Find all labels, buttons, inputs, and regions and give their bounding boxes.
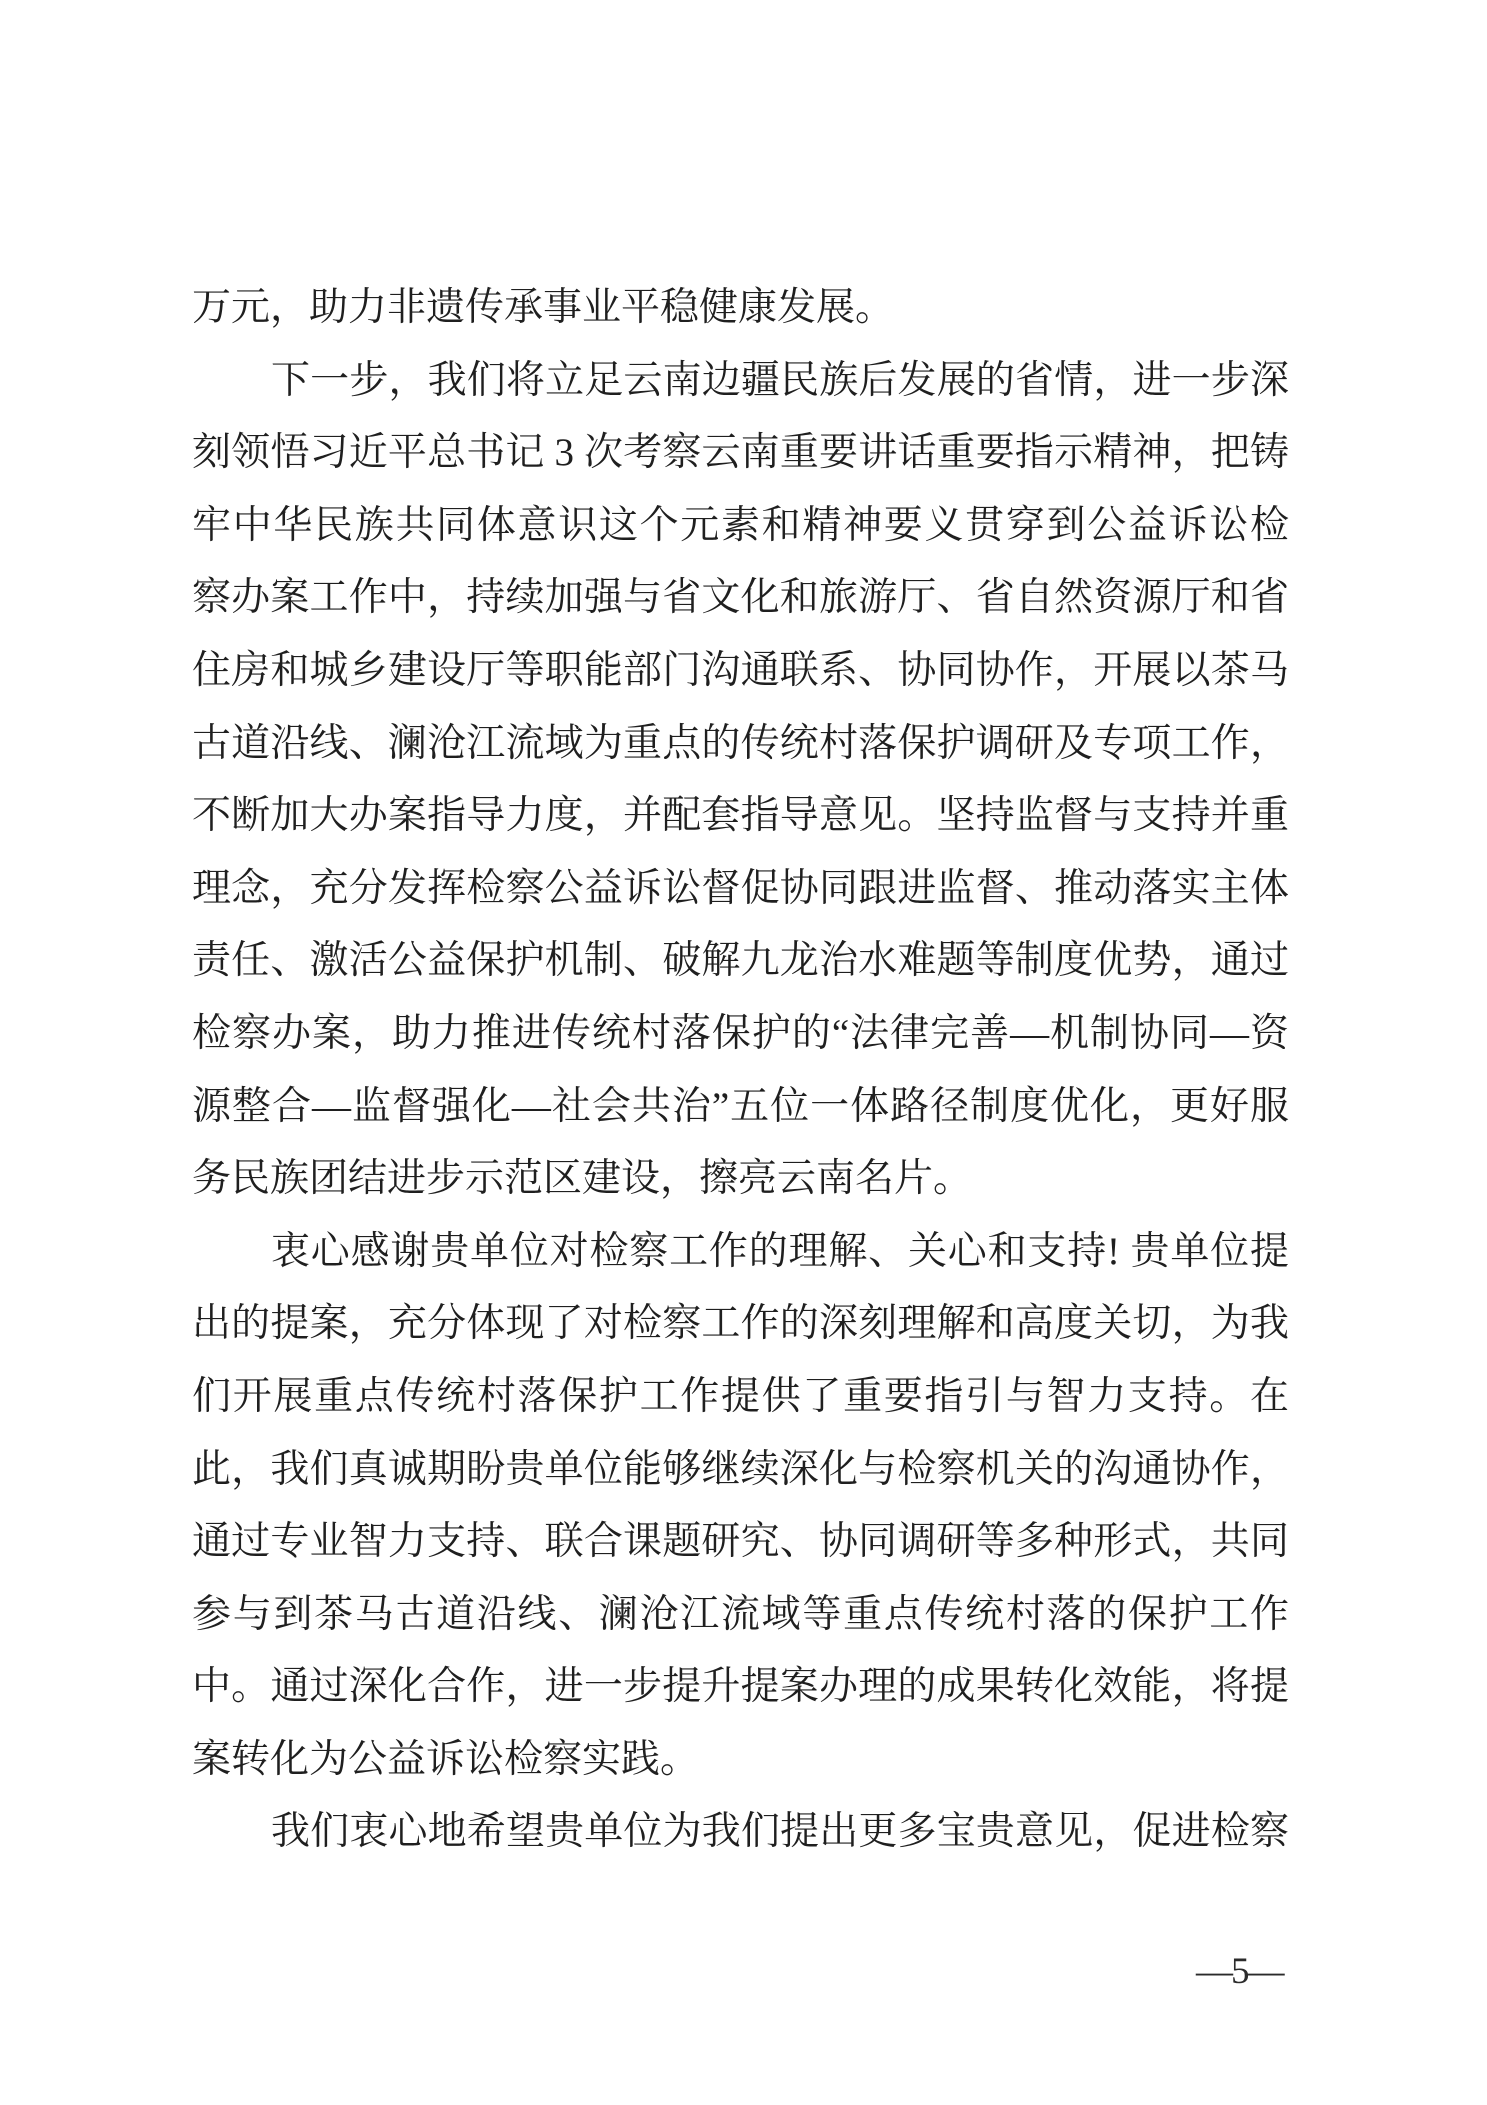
text-line: 参与到茶马古道沿线、澜沧江流域等重点传统村落的保护工作 (192, 1592, 1289, 1636)
text-line: 牢中华民族共同体意识这个元素和精神要义贯穿到公益诉讼检 (192, 503, 1289, 547)
text-line: 出的提案，充分体现了对检察工作的深刻理解和高度关切，为我 (192, 1302, 1289, 1346)
text-line: 古道沿线、澜沧江流域为重点的传统村落保护调研及专项工作， (192, 721, 1289, 765)
text-line: 住房和城乡建设厅等职能部门沟通联系、协同协作，开展以茶马 (192, 648, 1289, 692)
text-line: 中。通过深化合作，进一步提升提案办理的成果转化效能，将提 (192, 1665, 1289, 1709)
text-line: 此，我们真诚期盼贵单位能够继续深化与检察机关的沟通协作， (192, 1447, 1289, 1491)
text-line: 检察办案，助力推进传统村落保护的“法律完善—机制协同—资 (192, 1011, 1289, 1055)
text-line: 案转化为公益诉讼检察实践。 (192, 1737, 700, 1781)
text-line: 万元，助力非遗传承事业平稳健康发展。 (192, 286, 895, 329)
text-line: 源整合—监督强化—社会共治”五位一体路径制度优化，更好服 (192, 1084, 1289, 1128)
text-line: 不断加大办案指导力度，并配套指导意见。坚持监督与支持并重 (192, 794, 1289, 838)
text-line: 责任、激活公益保护机制、破解九龙治水难题等制度优势，通过 (192, 939, 1289, 983)
text-line: 察办案工作中，持续加强与省文化和旅游厅、省自然资源厅和省 (192, 576, 1289, 620)
text-line: 下一步，我们将立足云南边疆民族后发展的省情，进一步深 (271, 358, 1289, 402)
text-line: 刻领悟习近平总书记 3 次考察云南重要讲话重要指示精神，把铸 (192, 431, 1289, 475)
page-number: —5— (1196, 1951, 1283, 1992)
text-line: 理念，充分发挥检察公益诉讼督促协同跟进监督、推动落实主体 (192, 866, 1289, 910)
document-body (192, 272, 1289, 1869)
text-line: 务民族团结进步示范区建设，擦亮云南名片。 (192, 1157, 973, 1201)
text-line: 我们衷心地希望贵单位为我们提出更多宝贵意见，促进检察 (271, 1810, 1289, 1854)
text-line: 衷心感谢贵单位对检察工作的理解、关心和支持! 贵单位提 (271, 1229, 1289, 1273)
text-line: 们开展重点传统村落保护工作提供了重要指引与智力支持。在 (192, 1374, 1289, 1418)
text-line: 通过专业智力支持、联合课题研究、协同调研等多种形式，共同 (192, 1520, 1289, 1564)
